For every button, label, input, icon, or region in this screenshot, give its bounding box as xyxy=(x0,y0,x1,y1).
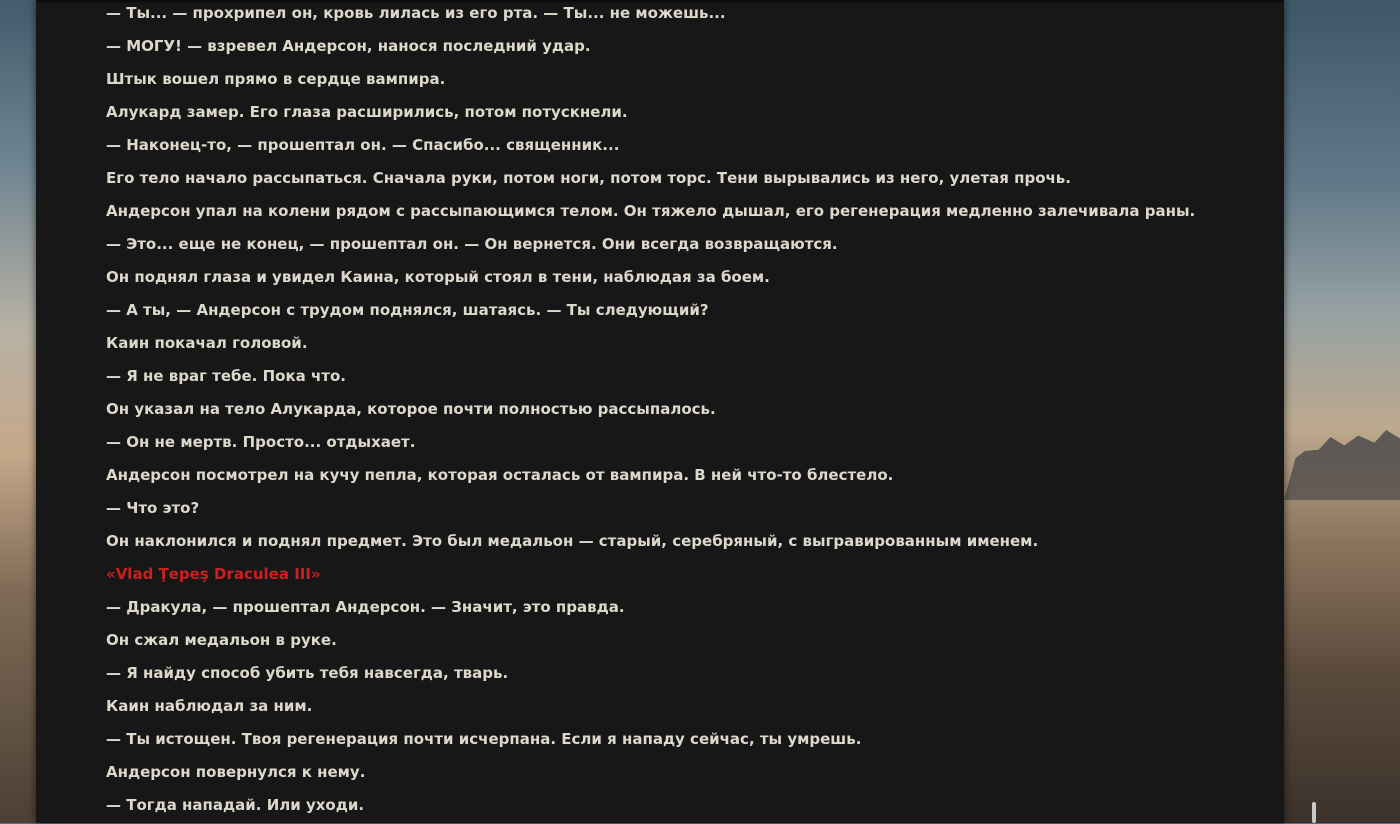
story-paragraph: — Я найду способ убить тебя навсегда, тварь. xyxy=(106,664,509,682)
story-paragraph: — Он не мертв. Просто... отдыхает. xyxy=(106,433,416,451)
story-paragraph: — Это... еще не конец, — прошептал он. — Он вернется. Они всегда возвращаются. xyxy=(106,235,838,253)
story-paragraph: Андерсон посмотрел на кучу пепла, которая осталась от вампира. В ней что-то блестело. xyxy=(106,466,894,484)
story-paragraph: Каин покачал головой. xyxy=(106,334,308,352)
vertical-scrollbar[interactable] xyxy=(1309,0,1320,823)
story-paragraph: — Ты... — прохрипел он, кровь лилась из его рта. — Ты... не можешь... xyxy=(106,4,726,22)
story-paragraph: Он наклонился и поднял предмет. Это был медальон — старый, серебряный, с выгравированным именем. xyxy=(106,532,1039,550)
story-paragraph: — МОГУ! — взревел Андерсон, нанося последний удар. xyxy=(106,37,591,55)
story-paragraph: — Что это? xyxy=(106,499,200,517)
story-paragraph: Его тело начало рассыпаться. Сначала руки, потом ноги, потом торс. Тени вырывались из него, улетая прочь. xyxy=(106,169,1071,187)
background-landscape-left xyxy=(0,0,36,823)
story-paragraph: Андерсон повернулся к нему. xyxy=(106,763,366,781)
story-paragraph: Он указал на тело Алукарда, которое почти полностью рассыпалось. xyxy=(106,400,716,418)
story-paragraph: Он поднял глаза и увидел Каина, который стоял в тени, наблюдая за боем. xyxy=(106,268,770,286)
scrollbar-thumb[interactable] xyxy=(1312,802,1316,823)
story-paragraph: Штык вошел прямо в сердце вампира. xyxy=(106,70,446,88)
story-paragraph: — Я не враг тебе. Пока что. xyxy=(106,367,346,385)
story-paragraph: Алукард замер. Его глаза расширились, потом потускнели. xyxy=(106,103,628,121)
story-paragraph: Он сжал медальон в руке. xyxy=(106,631,337,649)
story-paragraph: — Наконец-то, — прошептал он. — Спасибо... священник... xyxy=(106,136,620,154)
story-text xyxy=(106,0,1256,824)
story-paragraph: Каин наблюдал за ним. xyxy=(106,697,313,715)
story-paragraph: — Тогда нападай. Или уходи. xyxy=(106,796,365,814)
story-paragraph: — Дракула, — прошептал Андерсон. — Значит, это правда. xyxy=(106,598,625,616)
medallion-inscription: «Vlad Ţepeş Draculea III» xyxy=(106,565,321,583)
story-paragraph: Андерсон упал на колени рядом с рассыпающимся телом. Он тяжело дышал, его регенерация медленно залечивала раны. xyxy=(106,202,1196,220)
story-panel xyxy=(36,0,1284,823)
background-rock-formation xyxy=(1284,430,1400,500)
background-landscape-right xyxy=(1284,0,1400,823)
story-paragraph: — Ты истощен. Твоя регенерация почти исчерпана. Если я нападу сейчас, ты умрешь. xyxy=(106,730,862,748)
story-paragraph: — А ты, — Андерсон с трудом поднялся, шатаясь. — Ты следующий? xyxy=(106,301,709,319)
